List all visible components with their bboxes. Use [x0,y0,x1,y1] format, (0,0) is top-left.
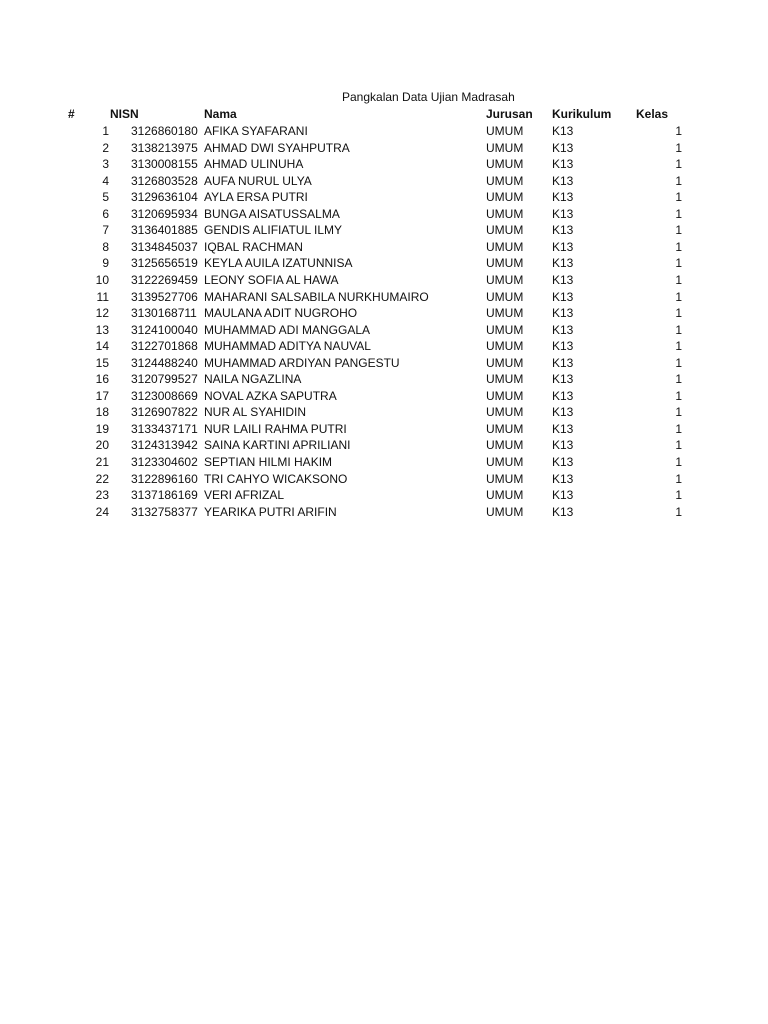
row-kurikulum: K13 [552,157,574,172]
row-jurusan: UMUM [486,504,524,519]
row-nisn: 3122701868 [131,339,198,354]
table-row [0,272,768,289]
row-jurusan: UMUM [486,190,524,205]
row-nisn: 3139527706 [131,289,198,304]
row-nisn: 3124100040 [131,322,198,337]
row-kelas: 1 [675,438,682,453]
row-jurusan: UMUM [486,306,524,321]
row-kurikulum: K13 [552,272,574,287]
row-number: 9 [102,256,109,271]
row-number: 6 [102,206,109,221]
table-row [0,123,768,140]
row-jurusan: UMUM [486,421,524,436]
table-row [0,322,768,339]
table-row [0,388,768,405]
row-jurusan: UMUM [486,206,524,221]
row-number: 24 [95,504,109,519]
row-kurikulum: K13 [552,488,574,503]
row-kelas: 1 [675,388,682,403]
table-row [0,471,768,488]
row-jurusan: UMUM [486,372,524,387]
table-row [0,255,768,272]
row-nama: KEYLA AUILA IZATUNNISA [204,256,353,271]
row-number: 22 [95,471,109,486]
row-number: 15 [95,355,109,370]
row-number: 11 [96,289,109,304]
row-kelas: 1 [675,124,682,138]
table-header-row [0,106,768,123]
table-row [0,156,768,173]
row-kurikulum: K13 [552,124,574,138]
row-kelas: 1 [675,157,682,172]
row-kurikulum: K13 [552,405,574,420]
row-number: 19 [95,421,109,436]
table-row [0,305,768,322]
row-nisn: 3126803528 [131,173,198,188]
row-jurusan: UMUM [486,471,524,486]
header-kurikulum: Kurikulum [552,107,612,121]
row-kurikulum: K13 [552,190,574,205]
row-nisn: 3134845037 [131,239,198,254]
row-kelas: 1 [675,206,682,221]
row-nisn: 3130168711 [131,306,197,321]
row-number: 4 [102,173,109,188]
row-jurusan: UMUM [486,339,524,354]
row-kurikulum: K13 [552,339,574,354]
row-kurikulum: K13 [552,388,574,403]
row-nama: IQBAL RACHMAN [204,239,303,254]
table-row [0,289,768,306]
row-number: 23 [95,488,109,503]
row-nama: MUHAMMAD ADITYA NAUVAL [204,339,371,354]
header-kelas: Kelas [636,107,669,121]
row-number: 12 [95,306,109,321]
table-row [0,404,768,421]
row-nama: SEPTIAN HILMI HAKIM [204,455,333,469]
row-nisn: 3123304602 [131,455,198,469]
header-nisn: NISN [110,107,139,121]
table-row [0,189,768,206]
row-nama: MUHAMMAD ADI MANGGALA [204,322,371,337]
row-kurikulum: K13 [552,455,574,469]
row-jurusan: UMUM [486,173,524,188]
row-jurusan: UMUM [486,124,524,138]
table-row [0,437,768,454]
row-kurikulum: K13 [552,206,574,221]
row-kelas: 1 [675,405,682,420]
row-jurusan: UMUM [486,355,524,370]
row-kurikulum: K13 [552,471,574,486]
row-nisn: 3120695934 [131,206,198,221]
row-nama: SAINA KARTINI APRILIANI [204,438,351,453]
row-jurusan: UMUM [486,388,524,403]
table-row [0,222,768,239]
row-nama: MAHARANI SALSABILA NURKHUMAIRO [204,289,429,304]
row-jurusan: UMUM [486,289,524,304]
row-kelas: 1 [675,322,682,337]
row-jurusan: UMUM [486,157,524,172]
row-number: 21 [95,455,109,469]
row-kurikulum: K13 [552,289,574,304]
row-number: 3 [102,157,109,172]
row-nama: AHMAD ULINUHA [204,157,304,172]
row-nisn: 3123008669 [131,388,198,403]
row-number: 20 [95,438,109,453]
page-title: Pangkalan Data Ujian Madrasah [342,90,515,104]
row-kelas: 1 [675,239,682,254]
row-number: 14 [95,339,109,354]
row-number: 7 [102,223,109,238]
row-nama: VERI AFRIZAL [204,488,285,503]
row-jurusan: UMUM [486,140,524,155]
row-nama: NUR LAILI RAHMA PUTRI [204,421,347,436]
row-nama: NUR AL SYAHIDIN [204,405,307,420]
table-row [0,140,768,157]
row-nisn: 3124313942 [131,438,198,453]
table-row [0,504,768,521]
row-jurusan: UMUM [486,488,524,503]
row-kelas: 1 [675,339,682,354]
row-kelas: 1 [675,504,682,519]
row-kelas: 1 [675,289,682,304]
row-nisn: 3126860180 [131,124,198,138]
row-number: 5 [102,190,109,205]
row-number: 17 [95,388,109,403]
row-jurusan: UMUM [486,438,524,453]
row-number: 8 [102,239,109,254]
row-kelas: 1 [675,272,682,287]
table-row [0,487,768,504]
row-kurikulum: K13 [552,256,574,271]
row-nisn: 3137186169 [131,488,198,503]
table-row [0,454,768,471]
row-nama: AHMAD DWI SYAHPUTRA [204,140,350,155]
row-kurikulum: K13 [552,140,574,155]
row-nisn: 3136401885 [131,223,198,238]
row-nama: MUHAMMAD ARDIYAN PANGESTU [204,355,400,370]
row-nisn: 3132758377 [131,504,198,519]
row-nama: AYLA ERSA PUTRI [204,190,308,205]
table-row [0,239,768,256]
row-kelas: 1 [675,355,682,370]
row-nisn: 3122269459 [131,272,198,287]
row-jurusan: UMUM [486,272,524,287]
row-kelas: 1 [675,190,682,205]
row-jurusan: UMUM [486,223,524,238]
row-nama: MAULANA ADIT NUGROHO [204,306,358,321]
row-nisn: 3124488240 [131,355,198,370]
header-no: # [68,107,75,121]
row-nisn: 3120799527 [131,372,198,387]
row-jurusan: UMUM [486,455,524,469]
row-kelas: 1 [675,140,682,155]
row-nisn: 3125656519 [131,256,198,271]
row-kurikulum: K13 [552,504,574,519]
row-kelas: 1 [675,488,682,503]
row-nama: YEARIKA PUTRI ARIFIN [204,504,337,519]
header-jurusan: Jurusan [486,107,533,121]
row-kelas: 1 [675,173,682,188]
row-kurikulum: K13 [552,421,574,436]
row-kelas: 1 [675,471,682,486]
row-number: 10 [95,272,109,287]
row-kurikulum: K13 [552,372,574,387]
row-kelas: 1 [675,455,682,469]
row-kelas: 1 [675,223,682,238]
row-number: 13 [95,322,109,337]
row-kurikulum: K13 [552,173,574,188]
row-kelas: 1 [675,372,682,387]
row-nama: TRI CAHYO WICAKSONO [204,471,348,486]
row-nisn: 3126907822 [131,405,198,420]
row-kurikulum: K13 [552,355,574,370]
table-row [0,206,768,223]
row-number: 18 [95,405,109,420]
row-jurusan: UMUM [486,256,524,271]
row-kelas: 1 [675,306,682,321]
row-nama: GENDIS ALIFIATUL ILMY [204,223,343,238]
row-nama: AFIKA SYAFARANI [204,124,308,138]
row-nisn: 3130008155 [131,157,198,172]
row-nisn: 3138213975 [131,140,198,155]
row-kurikulum: K13 [552,223,574,238]
row-kurikulum: K13 [552,438,574,453]
table-row [0,173,768,190]
row-nisn: 3133437171 [131,421,198,436]
row-number: 16 [95,372,109,387]
row-kurikulum: K13 [552,239,574,254]
row-nama: LEONY SOFIA AL HAWA [204,272,339,287]
row-jurusan: UMUM [486,239,524,254]
table-row [0,371,768,388]
table-row [0,338,768,355]
row-nama: AUFA NURUL ULYA [204,173,312,188]
row-kelas: 1 [675,421,682,436]
row-nama: BUNGA AISATUSSALMA [204,206,340,221]
row-jurusan: UMUM [486,405,524,420]
header-nama: Nama [204,107,237,121]
row-kurikulum: K13 [552,306,574,321]
row-nama: NAILA NGAZLINA [204,372,302,387]
row-number: 2 [102,140,109,155]
row-jurusan: UMUM [486,322,524,337]
table-row [0,355,768,372]
row-kurikulum: K13 [552,322,574,337]
table-row [0,421,768,438]
row-number: 1 [102,124,109,138]
row-nama: NOVAL AZKA SAPUTRA [204,388,337,403]
row-kelas: 1 [675,256,682,271]
row-nisn: 3129636104 [131,190,198,205]
row-nisn: 3122896160 [131,471,198,486]
